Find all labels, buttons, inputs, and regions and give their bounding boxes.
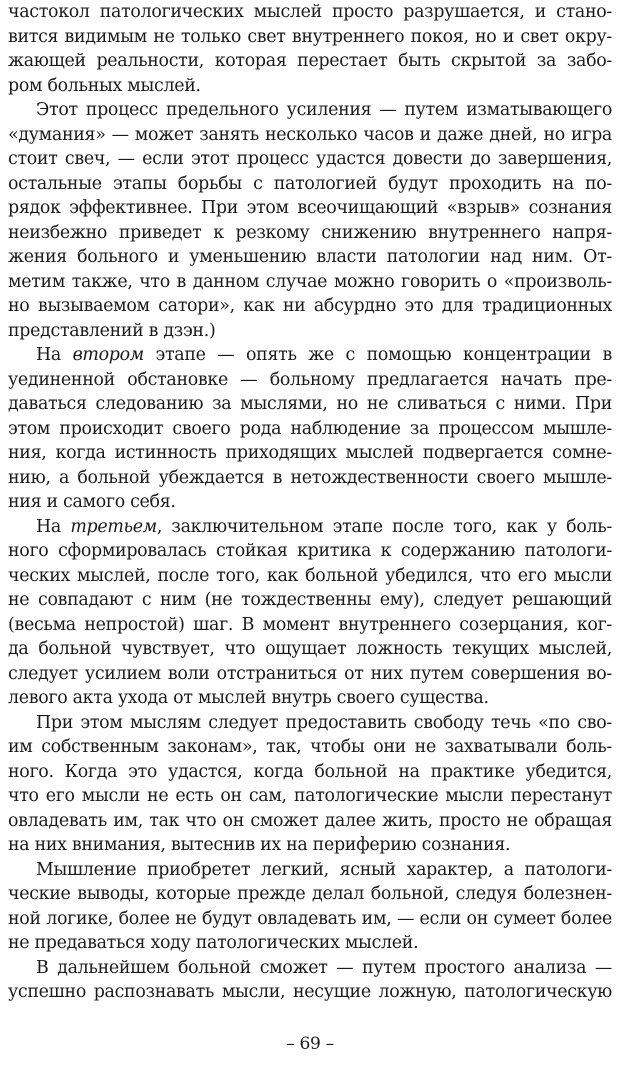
- paragraph: [8, 98, 612, 343]
- text-line: но вызываемом сатори», как ни абсурдно это для традиционных: [8, 296, 612, 316]
- text-line: левого акта ухода от мыслей внутрь своего существа.: [8, 688, 489, 708]
- text-line: При этом мыслям следует предоставить свободу течь «по сво-: [36, 712, 612, 733]
- paragraph: [8, 956, 612, 1005]
- text-line: частокол патологических мыслей просто разрушается, и стано-: [8, 2, 612, 22]
- text-line: метим также, что в данном случае можно говорить о «произволь-: [8, 271, 612, 292]
- text-line: «думания» — может занять несколько часов и даже дней, но игра: [8, 124, 612, 145]
- text-line: нию, а больной убеждается в нетождественности своего мышле-: [8, 467, 612, 488]
- text-line: ром больных мыслей.: [8, 75, 201, 96]
- text-line: овладевать им, так что он сможет далее жить, просто не обращая: [8, 810, 612, 831]
- text-line: да больной чувствует, что ощущает ложность текущих мыслей,: [8, 639, 612, 659]
- text-line: не совпадают с ним (не тождественны ему), следует решающий: [8, 590, 612, 610]
- text-line: рядок эффективнее. При этом всеочищающий «взрыв» сознания: [8, 198, 612, 218]
- text-line: ния, когда истинность приходящих мыслей подвергается сомне-: [8, 443, 612, 463]
- paragraph: [8, 515, 612, 711]
- emphasis-text: третьем: [70, 516, 157, 537]
- text-line: следует усилием воли отстраниться от них путем совершения во-: [8, 663, 612, 684]
- text-line: стоит свеч, — если этот процесс удастся довести до завершения,: [8, 149, 612, 169]
- emphasis-text: втором: [72, 345, 144, 365]
- text-line: на них внимания, вытеснив их на периферию сознания.: [8, 835, 511, 855]
- text-run: На: [36, 516, 71, 537]
- paragraph: [8, 343, 612, 515]
- text-line: ния и самого себя.: [8, 492, 176, 512]
- text-line: ческие выводы, которые прежде делал больной, следуя болезнен-: [8, 884, 612, 904]
- text-line: [8, 343, 612, 368]
- text-line: [8, 515, 612, 540]
- text-run: этапе — опять же с помощью концентрации в: [143, 345, 612, 365]
- text-line: ческих мыслей, после того, как больной убедился, что его мысли: [8, 565, 612, 586]
- text-line: уединенной обстановке — больному предлагается начать пре-: [8, 369, 612, 390]
- text-line: даваться следованию за мыслями, но не сливаться с ними. При: [8, 394, 612, 414]
- text-line: Этот процесс предельного усиления — путем изматывающего: [36, 100, 612, 120]
- text-line: им собственным законам», так, чтобы они не захватывали боль-: [8, 737, 612, 757]
- text-line: не предаваться ходу патологических мыслей.: [8, 933, 419, 953]
- body-text: [8, 0, 612, 1005]
- text-run: На: [36, 345, 73, 365]
- text-line: жающей реальности, которая перестает быть скрытой за забо-: [8, 51, 612, 71]
- paragraph: [8, 711, 612, 858]
- text-line: что его мысли не есть он сам, патологические мысли перестанут: [8, 786, 612, 806]
- text-line: остальные этапы борьбы с патологией будут проходить на по-: [8, 173, 612, 194]
- text-line: неизбежно приведет к резкому снижению внутреннего напря-: [8, 222, 612, 243]
- paragraph: [8, 858, 612, 956]
- text-run: , заключительном этапе после того, как у боль-: [156, 516, 612, 537]
- text-line: ного сформировалась стойкая критика к содержанию патологи-: [8, 541, 612, 561]
- page-number: – 69 –: [286, 1034, 334, 1054]
- text-line: этом происходит своего рода наблюдение за процессом мышле-: [8, 418, 612, 439]
- text-line: жения больного и уменьшению власти патологии над ним. От-: [8, 247, 612, 267]
- text-line: ного. Когда это удастся, когда больной на практике убедится,: [8, 761, 612, 782]
- text-line: Мышление приобретет легкий, ясный характер, а патологи-: [36, 859, 612, 880]
- text-line: ной логике, более не будут овладевать им, — если он сумеет более: [8, 908, 612, 929]
- paragraph: [8, 0, 612, 98]
- text-line: вится видимым не только свет внутреннего покоя, но и свет окру-: [8, 26, 612, 47]
- text-line: В дальнейшем больной сможет — путем простого анализа —: [36, 957, 612, 978]
- text-line: представлений в дзэн.): [8, 320, 216, 341]
- text-line: (весьма непростой) шаг. В момент внутреннего созерцания, ког-: [8, 614, 612, 635]
- text-line: успешно распознавать мысли, несущие ложную, патологическую: [8, 982, 612, 1002]
